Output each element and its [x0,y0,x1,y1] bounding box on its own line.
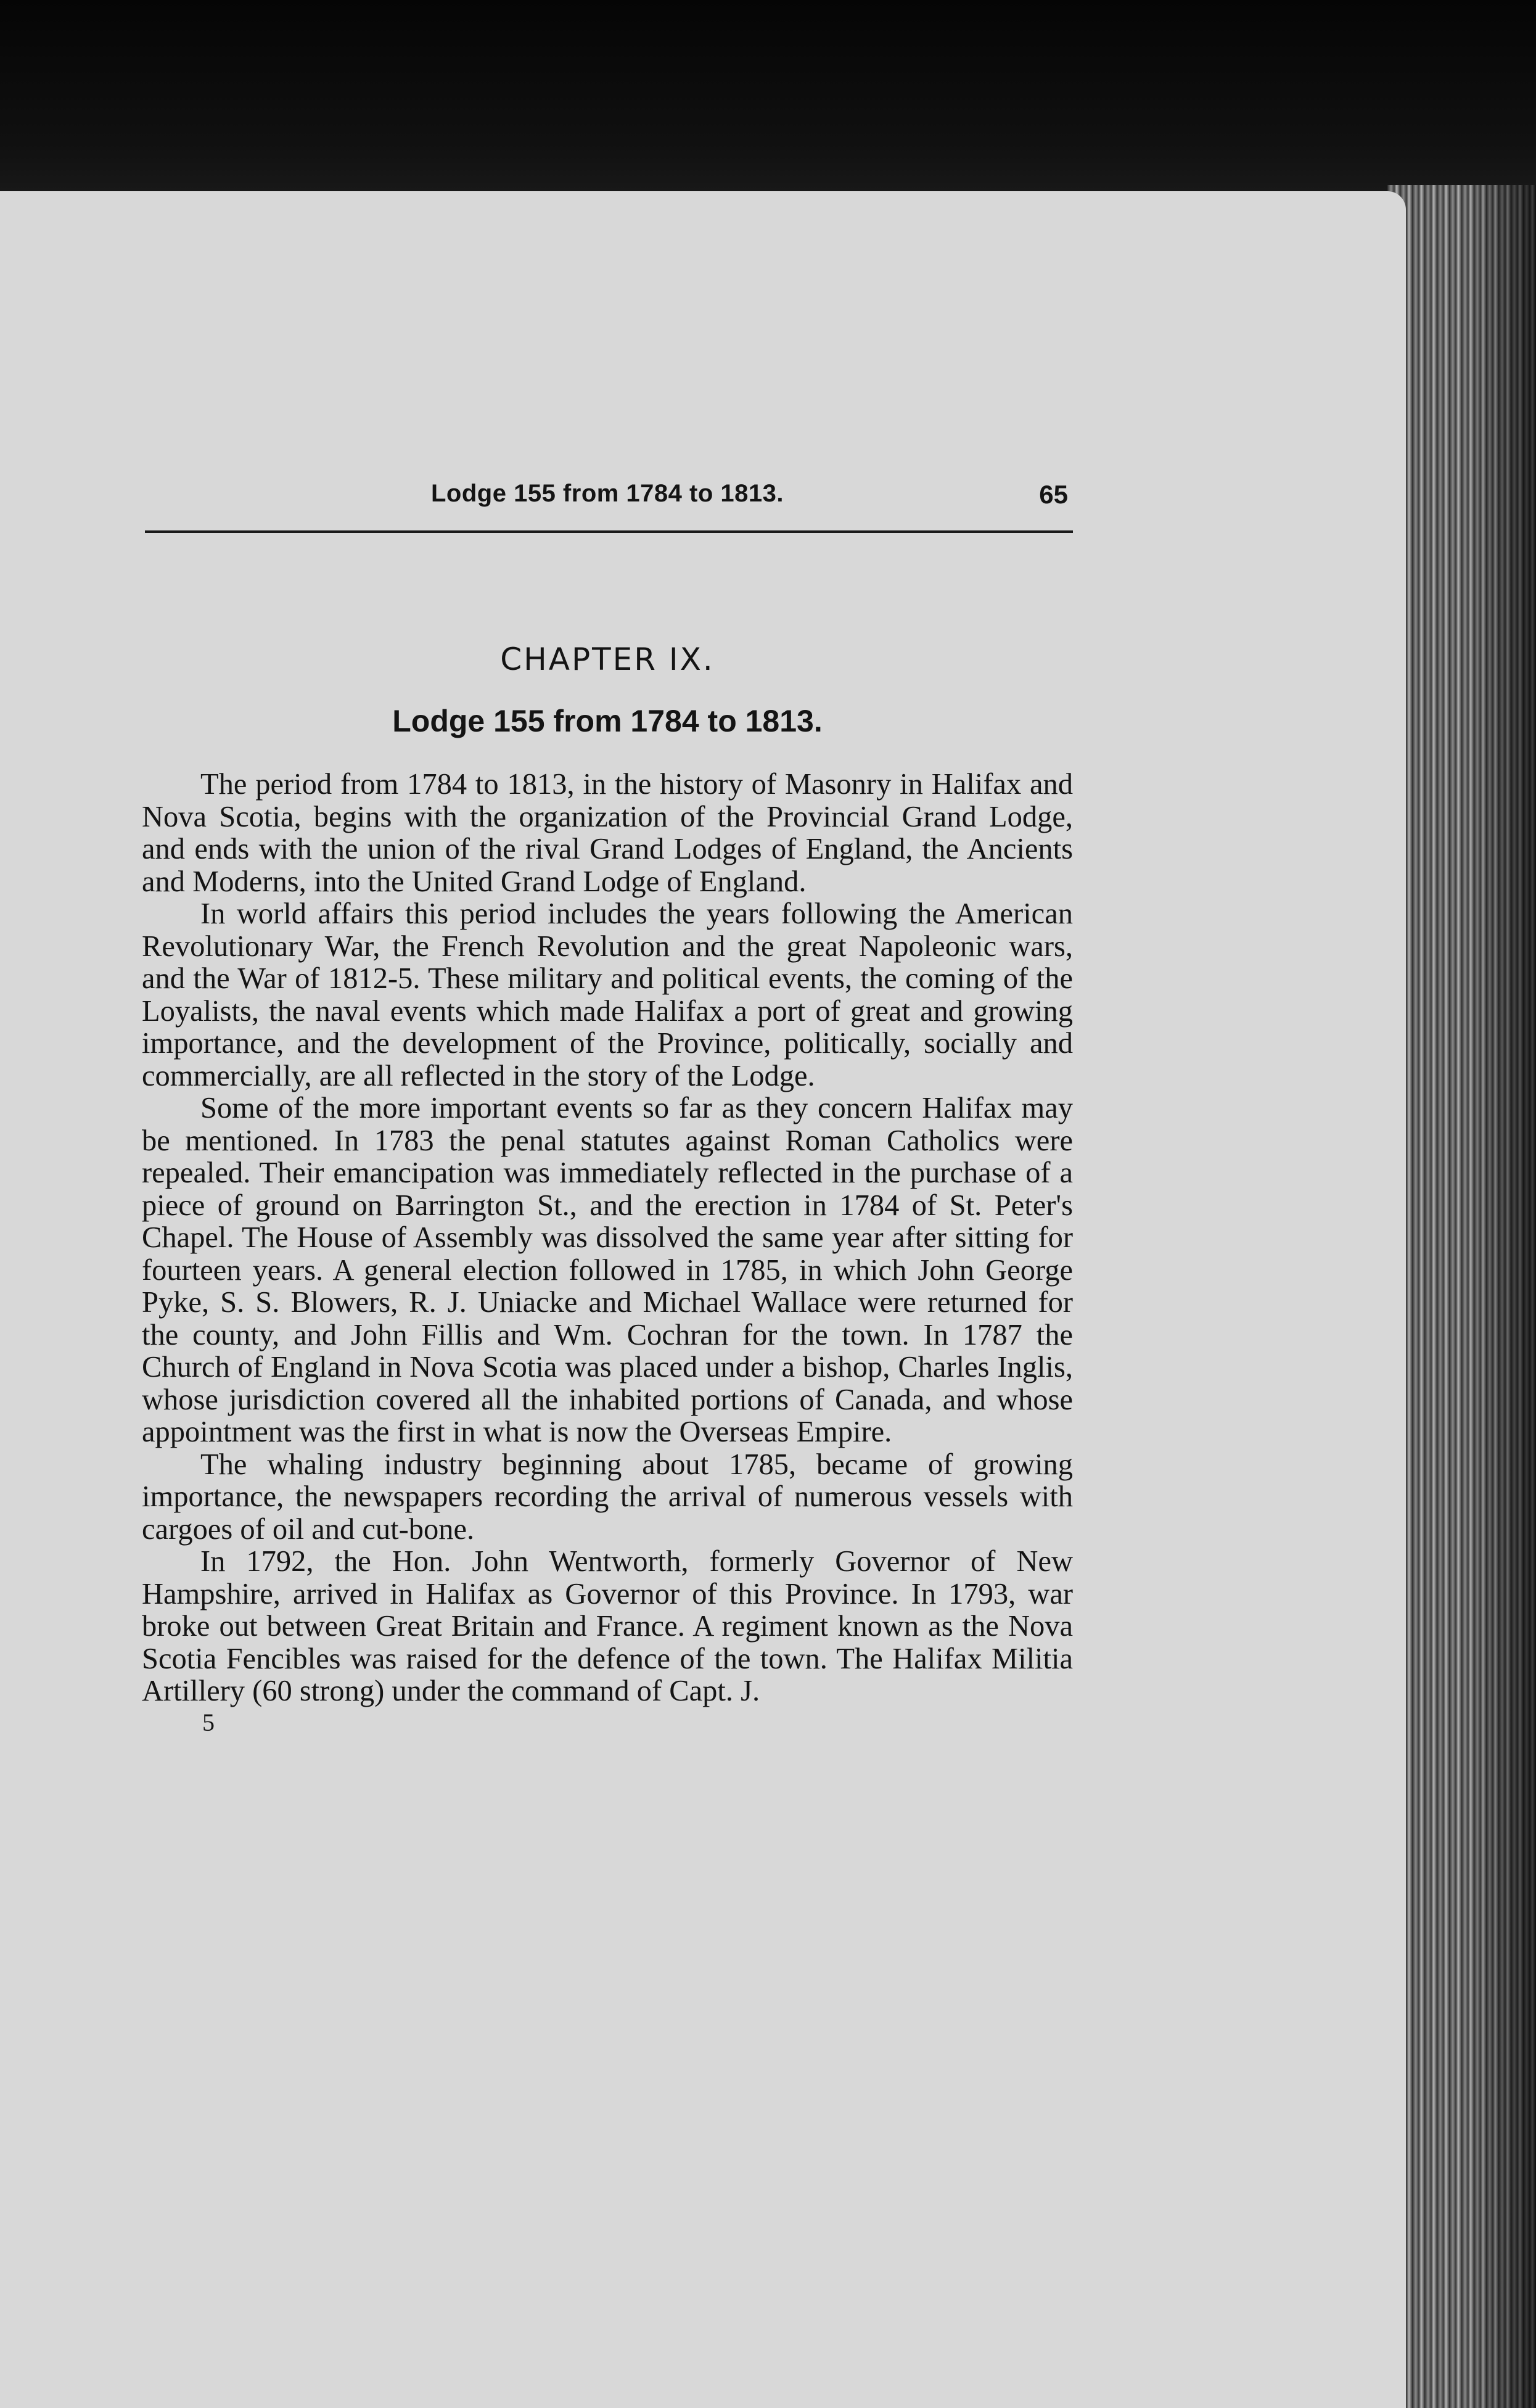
book-edge-shadow [1468,185,1536,2408]
paragraph-3: Some of the more important events so far as they concern Halifax may be mentioned. In 1783 the penal statutes against Roman Catholics were repealed. Their emancipation was immediately reflected in the purchase of a piece of ground on Barrington St., and the erection in 1784 of St. Peter's Chapel. The House of Assembly was dissolved the same year after sitting for fourteen years. A general election followed in 1785, in which John George Pyke, S. S. Blowers, R. J. Uniacke and Michael Wallace were returned for the county, and John Fillis and Wm. Cochran for the town. In 1787 the Church of England in Nova Scotia was placed under a bishop, Charles Inglis, whose jurisdiction covered all the inhabited portions of Canada, and whose appointment was the first in what is now the Overseas Empire. [142,1092,1073,1448]
header-rule [145,530,1073,533]
paragraph-2: In world affairs this period includes the years following the American Revolutionary War, the French Revolution and the great Napoleonic wars, and the War of 1812-5. These military and political events, the coming of the Loyalists, the naval events which made Halifax a port of great and growing importance, and the development of the Province, politically, socially and commercially, are all reflected in the story of the Lodge. [142,897,1073,1092]
running-head-title: Lodge 155 from 1784 to 1813. [430,480,784,507]
page-number: 65 [1039,480,1068,509]
scan-background-top [0,0,1536,204]
signature-mark: 5 [202,1708,215,1736]
running-head [142,469,1073,524]
paragraph-5: In 1792, the Hon. John Wentworth, formerly Governor of New Hampshire, arrived in Halifax as Governor of this Province. In 1793, war broke out between Great Britain and France. A regiment known as the Nova Scotia Fencibles was raised for the defence of the town. The Halifax Militia Artillery (60 strong) under the command of Capt. J. [142,1545,1073,1707]
chapter-heading: CHAPTER IX. [500,641,715,677]
body-text [142,769,1073,1708]
paragraph-4: The whaling industry beginning about 1785, became of growing importance, the newspapers recording the arrival of numerous vessels with cargoes of oil and cut-bone. [142,1448,1073,1546]
chapter-title: Lodge 155 from 1784 to 1813. [392,704,823,738]
page-content [142,469,1073,1736]
paragraph-1: The period from 1784 to 1813, in the history of Masonry in Halifax and Nova Scotia, begins with the organization of the Provincial Grand Lodge, and ends with the union of the rival Grand Lodges of England, the Ancients and Moderns, into the United Grand Lodge of England. [142,768,1073,898]
